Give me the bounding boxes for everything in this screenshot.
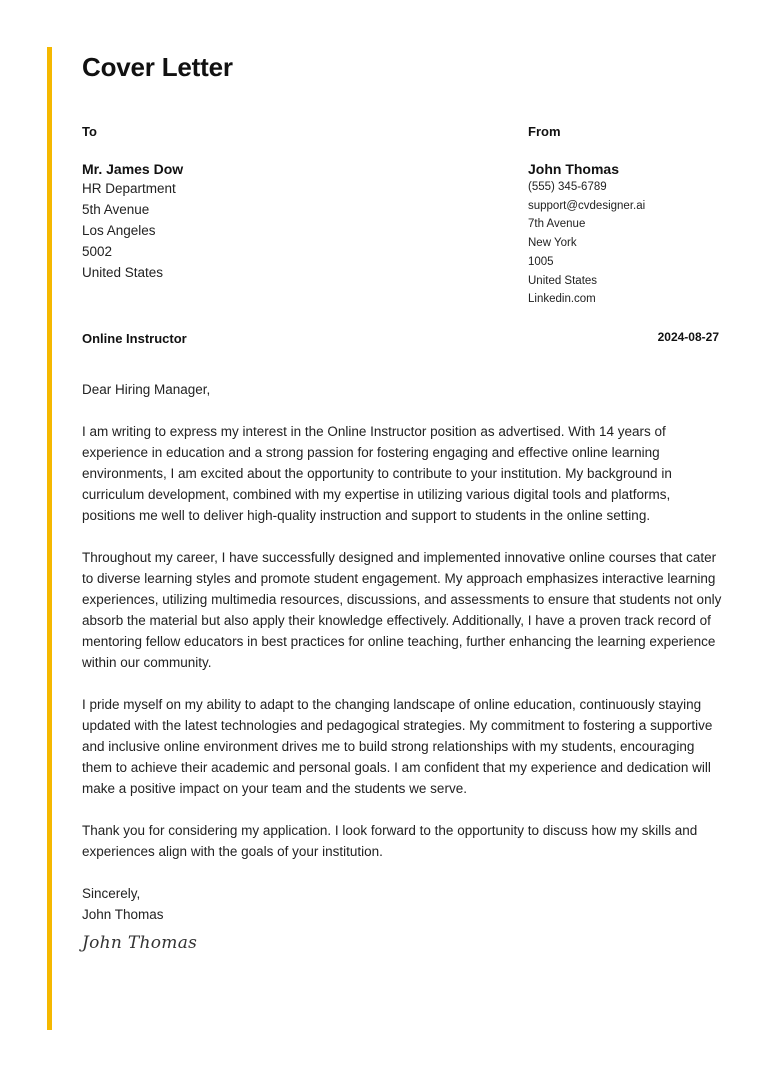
sender-country: United States xyxy=(528,274,598,287)
sender-city: New York xyxy=(528,237,577,250)
salutation: Dear Hiring Manager, xyxy=(82,382,211,397)
sender-name: John Thomas xyxy=(528,161,620,177)
sender-linkedin: Linkedin.com xyxy=(528,293,596,306)
recipient-department: HR Department xyxy=(82,181,176,196)
closing-name: John Thomas xyxy=(82,907,164,922)
to-label: To xyxy=(82,124,97,139)
body-paragraph-4: Thank you for considering my application. I look forward to the opportunity to discuss how my skills and experiences align with the goals of your institution. xyxy=(82,823,698,859)
recipient-street: 5th Avenue xyxy=(82,202,150,217)
recipient-postal-code: 5002 xyxy=(82,244,113,259)
sender-postal-code: 1005 xyxy=(528,255,554,268)
letter-date: 2024-08-27 xyxy=(657,330,719,344)
sender-phone: (555) 345-6789 xyxy=(528,181,607,193)
sender-block xyxy=(528,160,728,309)
closing: Sincerely, xyxy=(82,886,141,901)
body-paragraph-3: I pride myself on my ability to adapt to the changing landscape of online education, continuously staying updated with the latest technologies and pedagogical strategies. My commitment to fostering a supportive and inclusive online environment drives me to build strong relationships with my students, encouraging them to achieve their academic and personal goals. I am confident that my experience and dedication will make a positive impact on your team and the students we serve. xyxy=(82,697,713,796)
page-title: Cover Letter xyxy=(82,52,233,82)
recipient-name: Mr. James Dow xyxy=(82,161,184,177)
recipient-city: Los Angeles xyxy=(82,223,156,238)
position-title: Online Instructor xyxy=(82,331,187,346)
signature: John Thomas xyxy=(82,933,198,953)
accent-bar xyxy=(47,47,52,1030)
body-paragraph-2: Throughout my career, I have successfully designed and implemented innovative online courses that cater to diverse learning styles and promote student engagement. My approach emphasizes interactive learning experiences, utilizing multimedia resources, discussions, and assessments to ensure that students not only absorb the material but also apply their knowledge effectively. Additionally, I have a proven track record of mentoring fellow educators in best practices for online teaching, further enhancing the learning experience within our community. xyxy=(82,550,722,670)
sender-email: support@cvdesigner.ai xyxy=(528,199,646,212)
body-paragraph-1: I am writing to express my interest in the Online Instructor position as advertised. With 14 years of experience in education and a strong passion for fostering engaging and effective online learning environments, I am excited about the opportunity to contribute to your institution. My background in curriculum development, combined with my expertise in utilizing various digital tools and platforms, positions me well to deliver high-quality instruction and support to students in the online setting. xyxy=(82,424,672,523)
recipient-block xyxy=(82,160,382,283)
sender-street: 7th Avenue xyxy=(528,218,586,231)
recipient-country: United States xyxy=(82,265,164,280)
from-label: From xyxy=(528,124,561,139)
letter-body xyxy=(82,379,722,954)
